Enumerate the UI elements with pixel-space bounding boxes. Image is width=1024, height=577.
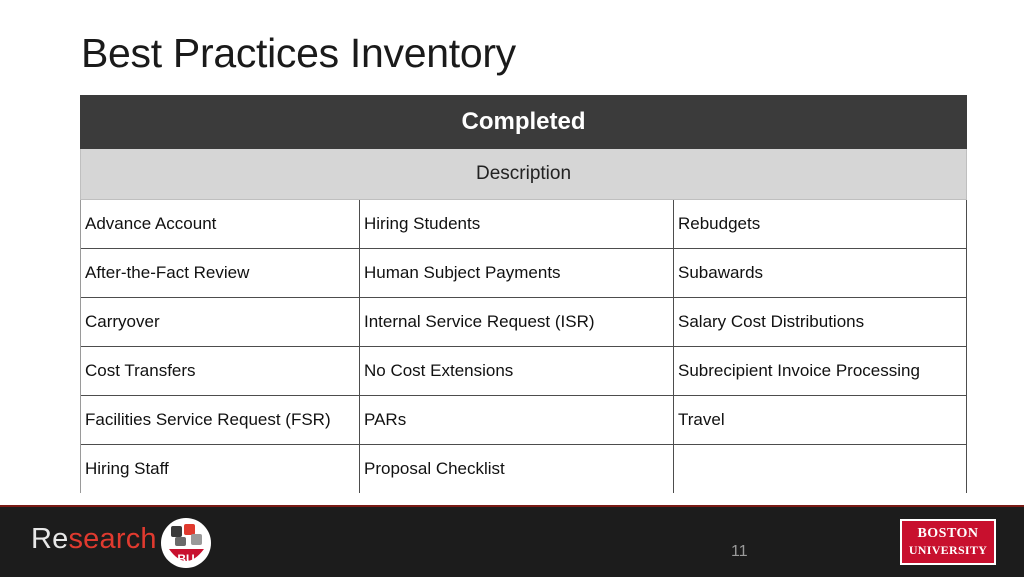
table-cell: Rebudgets	[674, 200, 967, 249]
table-cell: After-the-Fact Review	[81, 249, 360, 298]
page-title: Best Practices Inventory	[81, 30, 516, 76]
research-wordmark	[31, 523, 157, 556]
table-cell: Cost Transfers	[81, 347, 360, 396]
table-row	[81, 200, 967, 249]
table-cell: Advance Account	[81, 200, 360, 249]
boston-university-logo	[900, 519, 996, 565]
bu-logo-text: BU	[177, 552, 195, 566]
table-cell: Subrecipient Invoice Processing	[674, 347, 967, 396]
bu-puzzle-logo-icon	[160, 515, 212, 571]
table-cell: Proposal Checklist	[360, 445, 674, 494]
table-cell: Internal Service Request (ISR)	[360, 298, 674, 347]
inventory-table	[80, 95, 967, 493]
table-cell: Carryover	[81, 298, 360, 347]
table-cell: No Cost Extensions	[360, 347, 674, 396]
table-row	[81, 347, 967, 396]
table-cell	[674, 445, 967, 494]
table-cell: Subawards	[674, 249, 967, 298]
research-wordmark-search: search	[68, 523, 157, 555]
table-cell: Salary Cost Distributions	[674, 298, 967, 347]
research-wordmark-re: Re	[31, 523, 69, 555]
table-header-completed: Completed	[81, 96, 967, 149]
table-subheader-description: Description	[81, 149, 967, 200]
table-row	[81, 396, 967, 445]
table-cell: Hiring Staff	[81, 445, 360, 494]
table-cell: Facilities Service Request (FSR)	[81, 396, 360, 445]
boston-university-logo-line2: UNIVERSITY	[908, 543, 988, 557]
table-cell: Hiring Students	[360, 200, 674, 249]
table-row	[81, 445, 967, 494]
boston-university-logo-line1: BOSTON	[917, 526, 979, 541]
table-row	[81, 298, 967, 347]
footer-bar	[0, 505, 1024, 577]
table-cell: PARs	[360, 396, 674, 445]
page-number: 11	[731, 543, 748, 560]
table-cell: Human Subject Payments	[360, 249, 674, 298]
table-cell: Travel	[674, 396, 967, 445]
table-row	[81, 249, 967, 298]
inventory-table-container	[80, 95, 966, 493]
